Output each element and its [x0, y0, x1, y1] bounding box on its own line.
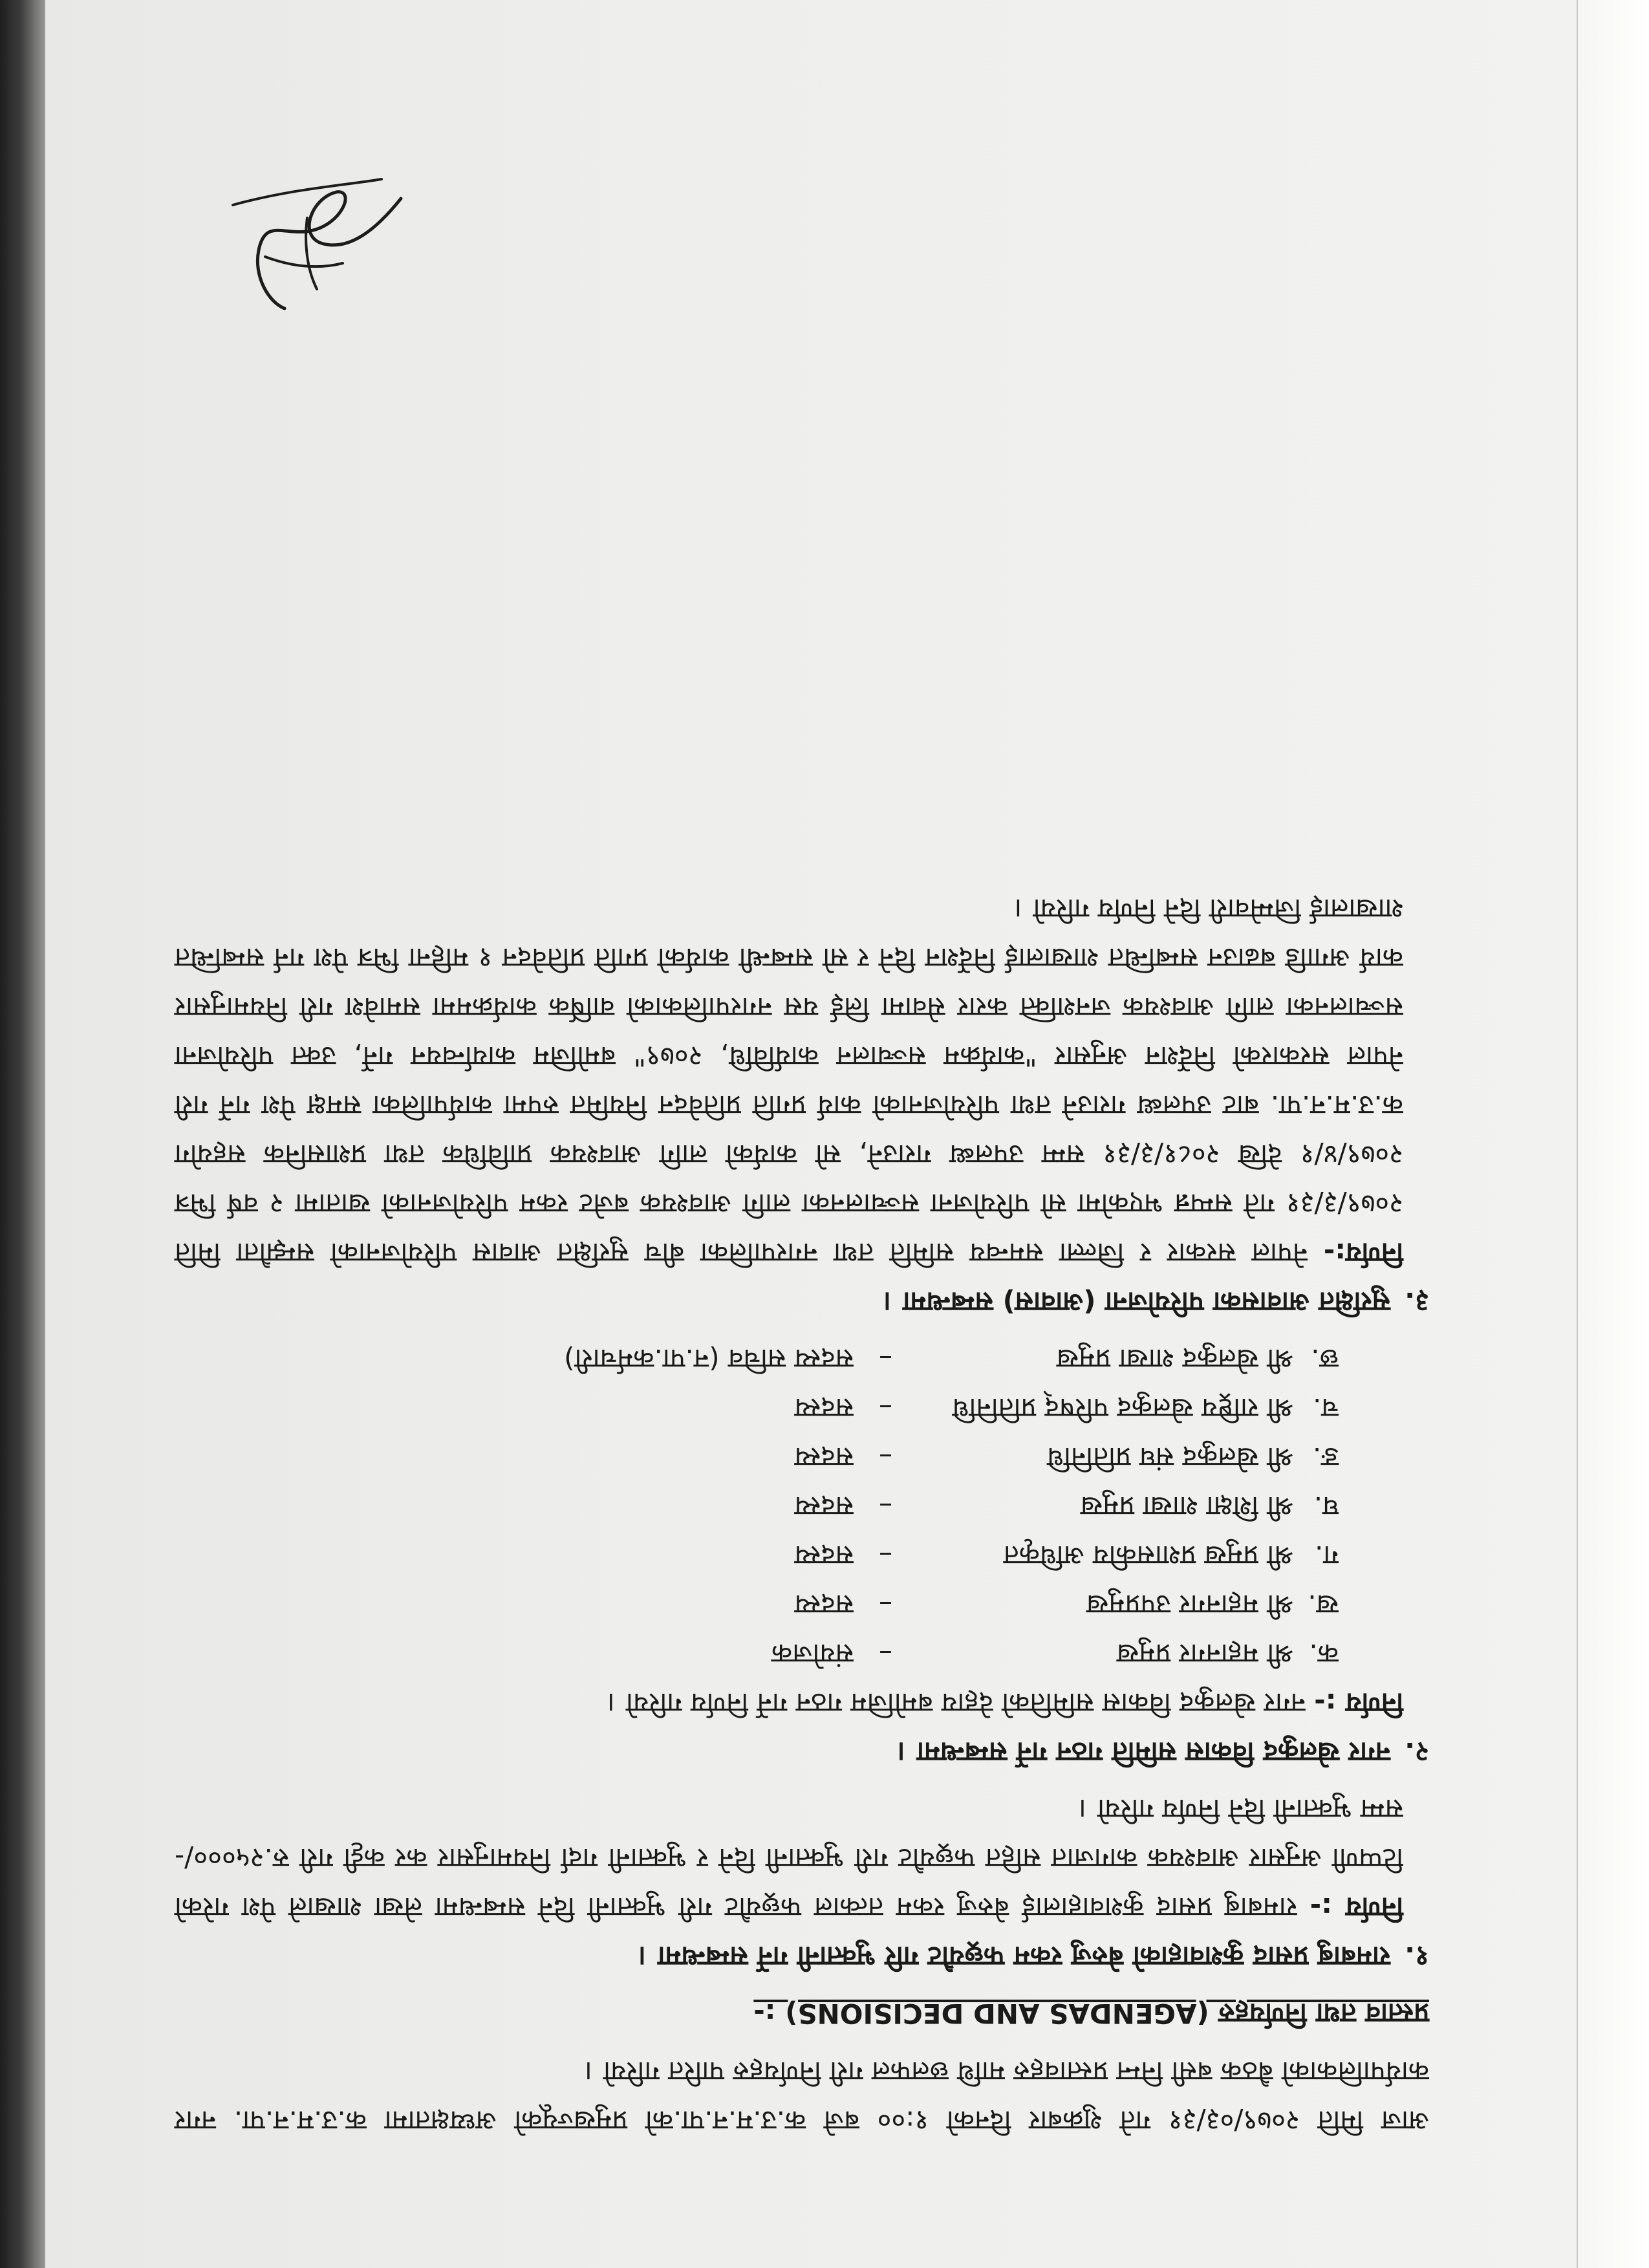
member-name: श्री प्रमुख प्रशासकीय अधिकृत	[1003, 1540, 1293, 1571]
agenda-item-2-decision	[175, 1678, 1429, 1727]
agenda-item-1-title	[175, 1932, 1429, 1981]
member-name: श्री खेलकुद संघ प्रतिनिधि	[1047, 1442, 1293, 1473]
member-index: छ.	[1311, 1343, 1339, 1375]
list-item	[175, 1383, 1339, 1432]
member-dash: –	[879, 1392, 892, 1424]
agenda-item-2-title	[175, 1727, 1429, 1777]
decision-text: नेपाल सरकार र जिल्ला समन्वय समिति तथा नगरपालिका बीच सुरक्षित आवास परियोजनाको सम्झौता मिति २०७९/३/३१ गते सम्पन्न भएकोमा सो परियोजना सञ्चालनका लागि आवश्यक बजेट रकम परियोजनाको खातामा २ वर्ष भित्र २०७९/४/१ देखि २०८१/३/३१ सम्म उपलब्ध गराउने, सो कार्यको लागि आवश्यक प्राविधिक तथा प्रशासनिक सहयोग क.उ.म.न.पा. बाट उपलब्ध गराउने तथा परियोजनाको कार्य प्रगति प्रतिवेदन नियमित रुपमा कार्यपालिका समक्ष पेश गर्ने गरी नेपाल सरकारको निर्देशन अनुसार "कार्यक्रम सञ्चालन कार्यविधि, २०७९" बमोजिम कार्यान्वयन गर्ने, उक्त परियोजना सञ्चालनका लागि आवश्यक जनशक्ति करार सेवामा लिई यस नगरपालिकाको वार्षिक कार्यक्रममा समावेश गरी नियमानुसार कार्य अगाडि बढाउन सम्बन्धित शाखालाई निर्देशन दिने र सो सम्बन्धी कार्यको प्रगति प्रतिवेदन १ महिना भित्र पेश गर्न सम्बन्धित शाखालाई जिम्मेवारी दिने निर्णय गरियो ।	[175, 893, 1403, 1269]
member-role: सदस्य	[794, 1392, 854, 1424]
agenda-item-text: सुरक्षित आवासका परियोजना (आवास) सम्बन्धमा ।	[883, 1286, 1390, 1318]
member-dash: –	[879, 1442, 892, 1473]
list-item	[175, 1482, 1339, 1531]
member-index: घ.	[1313, 1491, 1339, 1522]
agenda-item-number: २.	[1405, 1736, 1429, 1768]
member-dash: –	[879, 1638, 892, 1670]
agenda-item-number: ३.	[1405, 1286, 1429, 1318]
notebook-margin	[1577, 0, 1649, 2268]
agenda-item-1-decision	[175, 1784, 1429, 1932]
list-item	[175, 1531, 1339, 1580]
member-name: श्री खेलकुद शाखा प्रमुख	[1056, 1343, 1293, 1375]
member-dash: –	[879, 1589, 892, 1621]
member-name: श्री शिक्षा शाखा प्रमुख	[1080, 1491, 1293, 1522]
member-index: ख.	[1308, 1589, 1339, 1621]
member-name: श्री राष्ट्रिय खेलकुद परिषद् प्रतिनिधि	[952, 1392, 1293, 1424]
member-dash: –	[879, 1540, 892, 1571]
member-index: ग.	[1315, 1540, 1339, 1571]
decision-label: निर्णय :-	[1314, 1687, 1403, 1719]
decision-text: नगर खेलकुद विकास समितिको देहाय बमोजिम गठन गर्ने निर्णय गरियो ।	[607, 1687, 1306, 1719]
decision-label: निर्णय :-	[1310, 1892, 1403, 1923]
member-index: च.	[1312, 1392, 1339, 1424]
agenda-item-text: नगर खेलकुद विकास समिति गठन गर्ने सम्बन्धमा ।	[897, 1736, 1390, 1768]
committee-member-list	[175, 1334, 1429, 1678]
agenda-item-text: रामबाबु प्रसाद कुशवाहाको बेरुजु रकम फछ्र्यौट गरि भुक्तानी गर्ने सम्बन्धमा ।	[638, 1941, 1390, 1972]
meeting-intro: आज मिति २०७९/०३/३१ गते शुक्रबार दिनको १:०० बजे क.उ.म.न.पा.को प्रमुखज्यूको अध्यक्षतामा क.उ.म.न.पा. नगर कार्यपालिकाको बैठक बसी निम्न प्रस्तावहरु माथि छलफल गरी निर्णयहरु पारित गरियो ।	[175, 2056, 1429, 2137]
member-dash: –	[879, 1491, 892, 1522]
member-role: सदस्य	[794, 1491, 854, 1522]
agenda-item-number: १.	[1405, 1941, 1429, 1972]
decision-text: रामबाबु प्रसाद कुशवाहालाई बेरुजु रकम तत्काल फछ्र्यौट गरी भुक्तानी दिने सम्बन्धमा लेखा शाखाले पेश गरेको टिप्पणी अनुसार आवश्यक कागजात सहित फछ्र्यौट गरी भुक्तानी दिने र भुक्तानी गर्दा नियमानुसार कर कट्टी गरी रु.२५०००/- सम्म भुक्तानी दिने निर्णय गरियो ।	[175, 1793, 1403, 1923]
member-dash: –	[879, 1343, 892, 1375]
list-item	[175, 1432, 1339, 1482]
member-name: श्री महानगर प्रमुख	[1116, 1638, 1293, 1670]
list-item	[175, 1580, 1339, 1629]
member-role: संयोजक	[771, 1638, 854, 1670]
member-role: सदस्य	[794, 1540, 854, 1571]
member-role: सदस्य	[794, 1589, 854, 1621]
agenda-item-3-title	[175, 1277, 1429, 1326]
member-role: सदस्य	[794, 1442, 854, 1473]
member-role: सदस्य सचिव (न.पा.कर्मचारी)	[564, 1343, 854, 1375]
decision-label: निर्णय:-	[1323, 1237, 1403, 1269]
member-name: श्री महानगर उपप्रमुख	[1086, 1589, 1293, 1621]
agenda-item-3-decision	[175, 884, 1429, 1277]
minutes-body	[175, 884, 1429, 2145]
list-item	[175, 1334, 1339, 1383]
handwritten-signature	[213, 160, 420, 328]
member-index: ङ.	[1312, 1442, 1339, 1473]
binding-shadow	[0, 0, 45, 2268]
member-index: क.	[1309, 1638, 1339, 1670]
agenda-heading: प्रस्ताव तथा निर्णयहरु (AGENDAS AND DECISIONS) :-	[753, 1998, 1429, 2029]
list-item	[175, 1629, 1339, 1678]
